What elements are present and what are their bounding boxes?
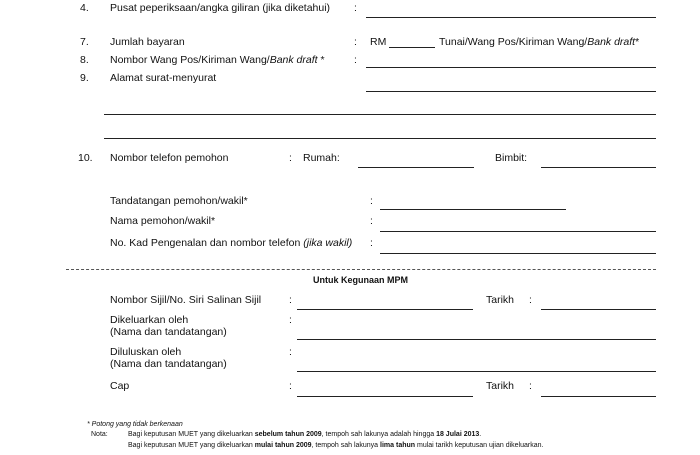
mobile-phone-field[interactable] xyxy=(541,167,656,168)
certificate-number-colon: : xyxy=(289,294,292,306)
signature-colon: : xyxy=(370,195,373,207)
applicant-name-colon: : xyxy=(370,215,373,227)
date-field-1[interactable] xyxy=(541,309,656,310)
date-label-1: Tarikh xyxy=(486,294,515,306)
stamp-field[interactable] xyxy=(297,396,473,397)
item-8-label: Nombor Wang Pos/Kiriman Wang/Bank draft * xyxy=(110,54,325,66)
issued-by-field[interactable] xyxy=(297,339,656,340)
item-7-currency: RM xyxy=(370,36,387,48)
item-7-amount-field[interactable] xyxy=(389,47,435,48)
item-9-label: Alamat surat-menyurat xyxy=(110,72,217,84)
item-8-field[interactable] xyxy=(366,67,656,68)
section-separator xyxy=(66,269,656,270)
ic-phone-colon: : xyxy=(370,237,373,249)
official-section-title: Untuk Kegunaan MPM xyxy=(313,275,409,285)
item-7-number: 7. xyxy=(80,36,89,48)
note-line-2: Bagi keputusan MUET yang dikeluarkan mulai tahun 2009, tempoh sah lakunya lima tahun mulai tarikh keputusan ujian dikeluarkan. xyxy=(128,442,544,449)
issued-by-colon: : xyxy=(289,314,292,326)
address-line-3[interactable] xyxy=(104,138,656,139)
applicant-name-field[interactable] xyxy=(380,231,656,232)
signature-field[interactable] xyxy=(380,209,566,210)
date-label-2: Tarikh xyxy=(486,380,515,392)
approved-by-colon: : xyxy=(289,346,292,358)
approved-by-sublabel: (Nama dan tandatangan) xyxy=(110,358,227,370)
note-line-1: Bagi keputusan MUET yang dikeluarkan sebelum tahun 2009, tempoh sah lakunya adalah hingga 18 Julai 2013. xyxy=(128,431,482,438)
date-field-2[interactable] xyxy=(541,396,656,397)
item-4-number: 4. xyxy=(80,2,89,14)
item-4-colon: : xyxy=(354,2,357,14)
item-7-payment-options: Tunai/Wang Pos/Kiriman Wang/Bank draft* xyxy=(439,36,640,48)
footnote: * Potong yang tidak berkenaan xyxy=(87,421,183,428)
home-phone-field[interactable] xyxy=(358,167,474,168)
date-colon-2: : xyxy=(529,380,532,392)
item-8-number: 8. xyxy=(80,54,89,66)
ic-phone-field[interactable] xyxy=(380,253,656,254)
item-8-colon: : xyxy=(354,54,357,66)
item-4-label: Pusat peperiksaan/angka giliran (jika diketahui) xyxy=(110,2,331,14)
item-9-number: 9. xyxy=(80,72,89,84)
mobile-phone-label: Bimbit: xyxy=(495,152,528,164)
home-phone-label: Rumah: xyxy=(303,152,340,164)
issued-by-label: Dikeluarkan oleh xyxy=(110,314,189,326)
stamp-colon: : xyxy=(289,380,292,392)
address-line-1[interactable] xyxy=(366,91,656,92)
item-4-field[interactable] xyxy=(366,17,656,18)
date-colon-1: : xyxy=(529,294,532,306)
item-7-label: Jumlah bayaran xyxy=(110,36,185,48)
item-7-colon: : xyxy=(354,36,357,48)
stamp-label: Cap xyxy=(110,380,130,392)
approved-by-label: Diluluskan oleh xyxy=(110,346,182,358)
approved-by-field[interactable] xyxy=(297,371,656,372)
item-10-label: Nombor telefon pemohon xyxy=(110,152,229,164)
applicant-name-label: Nama pemohon/wakil* xyxy=(110,215,216,227)
signature-label: Tandatangan pemohon/wakil* xyxy=(110,195,248,207)
certificate-number-field[interactable] xyxy=(297,309,473,310)
note-label: Nota: xyxy=(91,431,108,438)
item-10-colon: : xyxy=(289,152,292,164)
item-10-number: 10. xyxy=(78,152,93,164)
address-line-2[interactable] xyxy=(104,114,656,115)
issued-by-sublabel: (Nama dan tandatangan) xyxy=(110,326,227,338)
certificate-number-label: Nombor Sijil/No. Siri Salinan Sijil xyxy=(110,294,262,306)
ic-phone-label: No. Kad Pengenalan dan nombor telefon (jika wakil) xyxy=(110,237,353,249)
